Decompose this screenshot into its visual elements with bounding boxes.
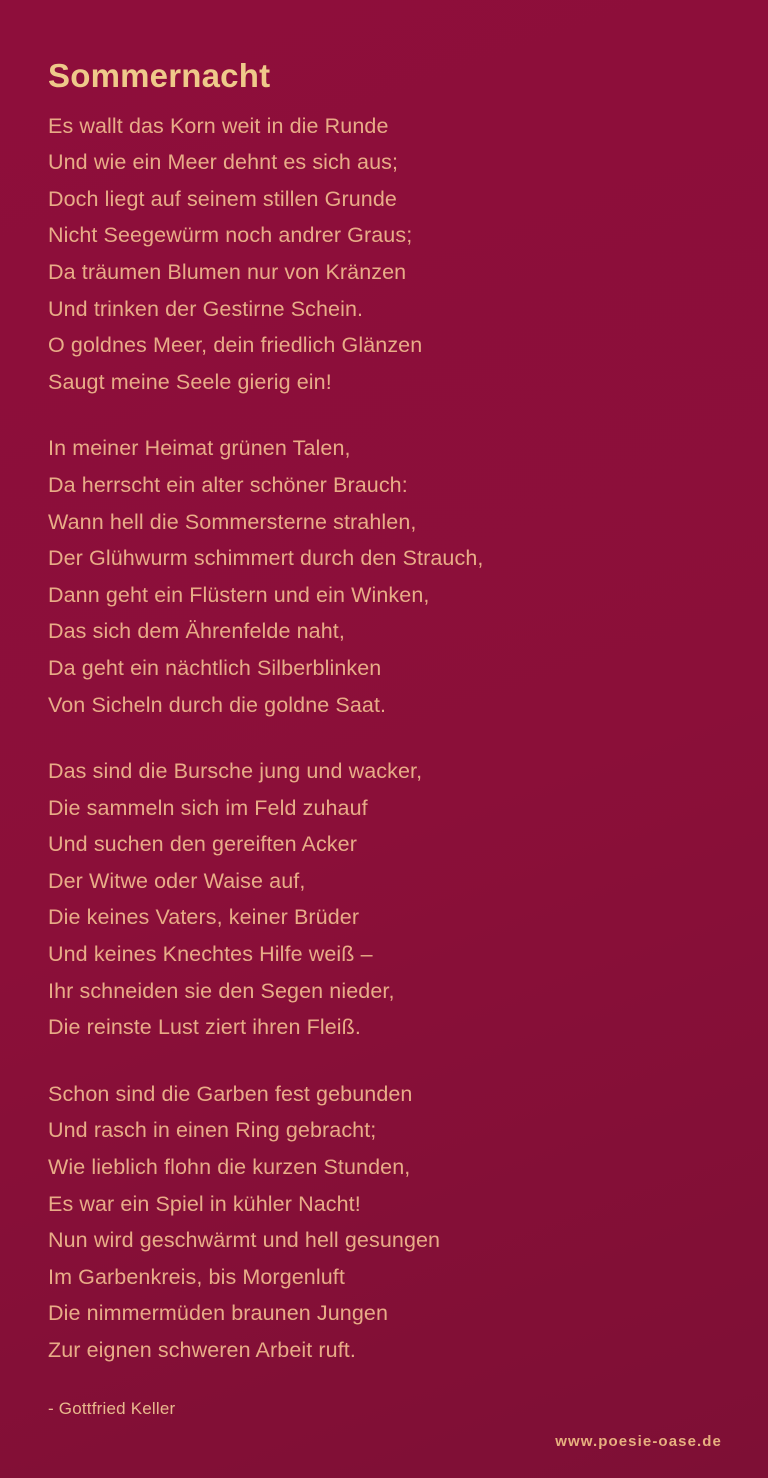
poem-line: In meiner Heimat grünen Talen, (48, 436, 351, 461)
poem-line: Die nimmermüden braunen Jungen (48, 1301, 389, 1326)
poem-line: Und keines Knechtes Hilfe weiß – (48, 942, 373, 967)
poem-line: Der Glühwurm schimmert durch den Strauch, (48, 546, 484, 571)
poem-author: - Gottfried Keller (48, 1398, 176, 1418)
poem-line: Nun wird geschwärmt und hell gesungen (48, 1228, 441, 1253)
poem-line: Von Sicheln durch die goldne Saat. (48, 692, 387, 717)
poem-line: Der Witwe oder Waise auf, (48, 868, 306, 893)
poem-line: Dann geht ein Flüstern und ein Winken, (48, 582, 430, 607)
poem-line: Das sich dem Ährenfelde naht, (48, 619, 345, 644)
poem-line: Und rasch in einen Ring gebracht; (48, 1118, 377, 1143)
stanza (48, 1076, 720, 1369)
poem-line: Schon sind die Garben fest gebunden (48, 1081, 413, 1106)
poem-line: Und suchen den gereiften Acker (48, 832, 357, 857)
poem-line: Und wie ein Meer dehnt es sich aus; (48, 150, 399, 175)
poem-line: Die keines Vaters, keiner Brüder (48, 905, 360, 930)
poem-line: Da herrscht ein alter schöner Brauch: (48, 472, 408, 497)
poem-line: Da geht ein nächtlich Silberblinken (48, 655, 382, 680)
poem-line: O goldnes Meer, dein friedlich Glänzen (48, 333, 423, 358)
poem-line: Die reinste Lust ziert ihren Fleiß. (48, 1015, 361, 1040)
poem-line: Im Garbenkreis, bis Morgenluft (48, 1264, 345, 1289)
poem-line: Da träumen Blumen nur von Kränzen (48, 259, 407, 284)
poem-line: Nicht Seegewürm noch andrer Graus; (48, 223, 413, 248)
poem-line: Die sammeln sich im Feld zuhauf (48, 795, 368, 820)
poem-line: Zur eignen schweren Arbeit ruft. (48, 1338, 356, 1362)
stanza (48, 753, 720, 1046)
poem-line: Saugt meine Seele gierig ein! (48, 369, 332, 394)
stanza (48, 108, 720, 401)
poem-line: Es wallt das Korn weit in die Runde (48, 113, 389, 138)
stanza (48, 430, 720, 723)
poem-line: Das sind die Bursche jung und wacker, (48, 759, 423, 784)
poem-body (48, 108, 720, 1369)
page-title: Sommernacht (48, 57, 271, 94)
poem-line: Wann hell die Sommersterne strahlen, (48, 509, 417, 534)
poem-line: Doch liegt auf seinem stillen Grunde (48, 186, 397, 211)
poem-line: Es war ein Spiel in kühler Nacht! (48, 1191, 361, 1216)
poem-line: Ihr schneiden sie den Segen nieder, (48, 978, 395, 1003)
poem-line: Und trinken der Gestirne Schein. (48, 296, 364, 321)
site-credit: www.poesie-oase.de (555, 1433, 722, 1450)
poem-line: Wie lieblich flohn die kurzen Stunden, (48, 1155, 411, 1180)
